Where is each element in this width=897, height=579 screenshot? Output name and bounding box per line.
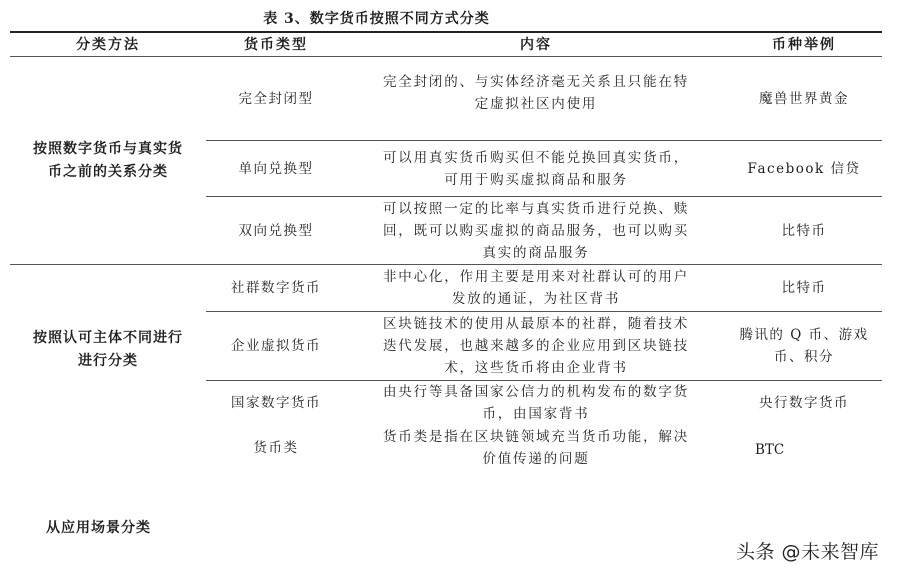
content-cell xyxy=(346,426,726,470)
header-method: 分类方法 xyxy=(76,37,140,53)
top-rule xyxy=(10,31,882,33)
type-cell: 企业虚拟货币 xyxy=(231,338,321,354)
example-cell: Facebook 信贷 xyxy=(747,160,861,177)
content-cell xyxy=(346,312,726,380)
type-cell: 社群数字货币 xyxy=(231,280,321,296)
content-line: 可以按照一定的比率与真实货币进行兑换、赎 xyxy=(383,200,689,217)
type-cell: 单向兑换型 xyxy=(238,160,314,177)
content-line: 非中心化，作用主要是用来对社群认可的用户 xyxy=(383,269,689,285)
example-cell: BTC xyxy=(755,442,785,458)
content-line: 定虚拟社区内使用 xyxy=(474,96,598,112)
header-example: 币种举例 xyxy=(772,37,836,53)
content-line: 完全封闭的、与实体经济毫无关系且只能在特 xyxy=(383,74,689,90)
header-content: 内容 xyxy=(520,37,552,53)
table-title xyxy=(0,8,897,28)
example-line: 腾讯的 Q 币、游戏 xyxy=(739,327,869,343)
group-method-cell: 从应用场景分类 xyxy=(46,520,151,536)
content-line: 回，既可以购买虚拟的商品服务，也可以购买 xyxy=(383,222,689,239)
content-line: 价值传递的问题 xyxy=(482,451,590,467)
example-cell: 央行数字货币 xyxy=(759,395,849,411)
watermark: 头条 @未来智库 xyxy=(735,541,879,563)
example-cell: 比特币 xyxy=(781,280,827,296)
type-cell: 货币类 xyxy=(253,440,299,456)
content-cell xyxy=(346,265,726,311)
content-line: 发放的通证，为社区背书 xyxy=(451,291,621,307)
type-cell: 国家数字货币 xyxy=(231,395,321,411)
content-cell xyxy=(346,141,726,196)
content-line: 迭代发展，也越来越多的企业应用到区块链技 xyxy=(383,338,689,354)
header-type: 货币类型 xyxy=(244,37,308,53)
example-cell xyxy=(726,312,882,380)
content-line: 术，这些货币将由企业背书 xyxy=(444,360,628,376)
table-title-text: 表 3、数字货币按照不同方式分类 xyxy=(263,11,490,27)
content-line: 可以用真实货币购买但不能兑换回真实货币， xyxy=(383,149,689,166)
content-line: 币，由国家背书 xyxy=(482,406,590,422)
content-line: 由央行等具备国家公信力的机构发布的数字货 xyxy=(383,384,689,400)
content-line: 货币类是指在区块链领域充当货币功能，解决 xyxy=(383,429,689,445)
group-method-cell xyxy=(10,265,206,435)
content-cell xyxy=(346,62,726,124)
content-line: 区块链技术的使用从最原本的社群，随着技术 xyxy=(383,316,689,332)
content-cell xyxy=(346,381,726,425)
group-method-line: 进行分类 xyxy=(78,353,138,369)
type-cell: 双向兑换型 xyxy=(238,222,314,239)
group-method-line: 币之前的关系分类 xyxy=(48,163,168,180)
group-method-line: 按照数字货币与真实货 xyxy=(33,140,183,157)
content-line: 可用于购买虚拟商品和服务 xyxy=(444,171,628,188)
group-method-line: 按照认可主体不同进行 xyxy=(33,330,183,346)
content-cell xyxy=(346,197,726,264)
example-cell: 比特币 xyxy=(781,222,827,239)
group-method-cell xyxy=(10,57,206,264)
type-cell: 完全封闭型 xyxy=(238,90,314,107)
content-line: 真实的商品服务 xyxy=(482,244,590,261)
example-cell: 魔兽世界黄金 xyxy=(759,90,849,107)
example-line: 币、积分 xyxy=(774,349,834,365)
